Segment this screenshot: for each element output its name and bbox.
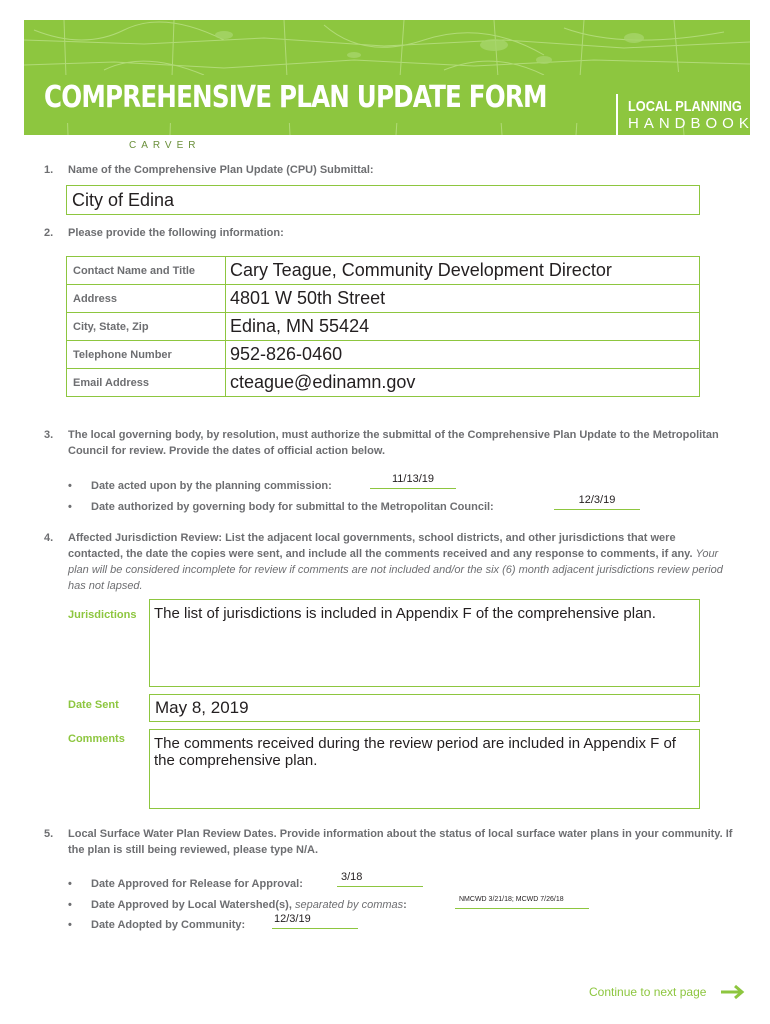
question-number: 5. — [44, 828, 54, 840]
cpu-name-field[interactable]: City of Edina — [66, 185, 700, 215]
header-banner — [24, 20, 754, 151]
jurisdictions-field[interactable]: The list of jurisdictions is included in Appendix F of the comprehensive plan. — [149, 599, 700, 687]
date-sent-label: Date Sent — [68, 699, 119, 711]
question-2-label: Please provide the following information: — [68, 227, 284, 239]
telephone-field[interactable]: 952-826-0460 — [226, 341, 700, 369]
bullet-icon: • — [68, 878, 72, 890]
bullet-icon: • — [68, 919, 72, 931]
city-state-zip-label: City, State, Zip — [67, 313, 226, 341]
email-field[interactable]: cteague@edinamn.gov — [226, 369, 700, 397]
community-adoption-date-field[interactable]: 12/3/19 — [272, 913, 358, 929]
question-4-text: Affected Jurisdiction Review: List the adjacent local governments, school districts, and other jurisdictions that were contacted, the date the copies were sent, and include all the comments received and any response to comments, if any. — [68, 532, 693, 560]
table-row — [67, 257, 700, 285]
comments-field[interactable]: The comments received during the review period are included in Appendix F of the comprehensive plan. — [149, 729, 700, 809]
map-label-carver: CARVER — [129, 140, 201, 151]
question-number: 1. — [44, 164, 54, 176]
question-1-label: Name of the Comprehensive Plan Update (CPU) Submittal: — [68, 164, 374, 176]
question-3-label: The local governing body, by resolution, must authorize the submittal of the Comprehensive Plan Update to the Metropolitan Council for review. Provide the dates of official action below. — [68, 429, 719, 457]
community-adoption-label: Date Adopted by Community: — [91, 919, 246, 931]
question-number: 4. — [44, 532, 54, 544]
planning-commission-date-field[interactable]: 11/13/19 — [370, 473, 456, 489]
release-approval-label: Date Approved for Release for Approval: — [91, 878, 303, 890]
city-state-zip-field[interactable]: Edina, MN 55424 — [226, 313, 700, 341]
banner-divider — [616, 94, 618, 138]
question-5-label: Local Surface Water Plan Review Dates. Provide information about the status of local surface water plans in your community. If the plan is still being reviewed, please type N/A. — [68, 828, 733, 856]
question-number: 2. — [44, 227, 54, 239]
bullet-icon: • — [68, 501, 72, 513]
telephone-label: Telephone Number — [67, 341, 226, 369]
question-4-note: Your plan will be considered incomplete for review if comments are not included and/or the six (6) month adjacent jurisdictions review period has not lapsed. — [68, 548, 723, 592]
jurisdictions-label: Jurisdictions — [68, 609, 137, 621]
table-row — [67, 285, 700, 313]
bullet-icon: • — [68, 899, 72, 911]
table-row — [67, 369, 700, 397]
local-planning-label: LOCAL PLANNING — [628, 98, 742, 115]
contact-name-label: Contact Name and Title — [67, 257, 226, 285]
contact-name-field[interactable]: Cary Teague, Community Development Director — [226, 257, 700, 285]
handbook-label: HANDBOOK — [628, 115, 754, 132]
address-label: Address — [67, 285, 226, 313]
planning-commission-label: Date acted upon by the planning commission: — [91, 480, 332, 492]
contact-info-table — [66, 256, 700, 397]
watershed-note: separated by commas — [294, 899, 404, 911]
release-approval-date-field[interactable]: 3/18 — [337, 871, 423, 887]
email-label: Email Address — [67, 369, 226, 397]
question-4-label — [68, 530, 733, 594]
watershed-label-text: Date Approved by Local Watershed(s), — [91, 899, 292, 911]
watershed-approval-label — [91, 899, 407, 911]
watershed-colon: : — [403, 899, 407, 911]
form-title: COMPREHENSIVE PLAN UPDATE FORM — [44, 80, 547, 115]
governing-body-date-field[interactable]: 12/3/19 — [554, 494, 640, 510]
arrow-right-icon[interactable] — [720, 984, 746, 1000]
table-row — [67, 313, 700, 341]
address-field[interactable]: 4801 W 50th Street — [226, 285, 700, 313]
question-number: 3. — [44, 429, 54, 441]
watershed-approval-date-field[interactable]: NMCWD 3/21/18; MCWD 7/26/18 — [455, 893, 589, 909]
table-row — [67, 341, 700, 369]
comments-label: Comments — [68, 733, 125, 745]
date-sent-field[interactable]: May 8, 2019 — [149, 694, 700, 722]
bullet-icon: • — [68, 480, 72, 492]
governing-body-label: Date authorized by governing body for submittal to the Metropolitan Council: — [91, 501, 494, 513]
continue-link[interactable]: Continue to next page — [589, 985, 707, 999]
